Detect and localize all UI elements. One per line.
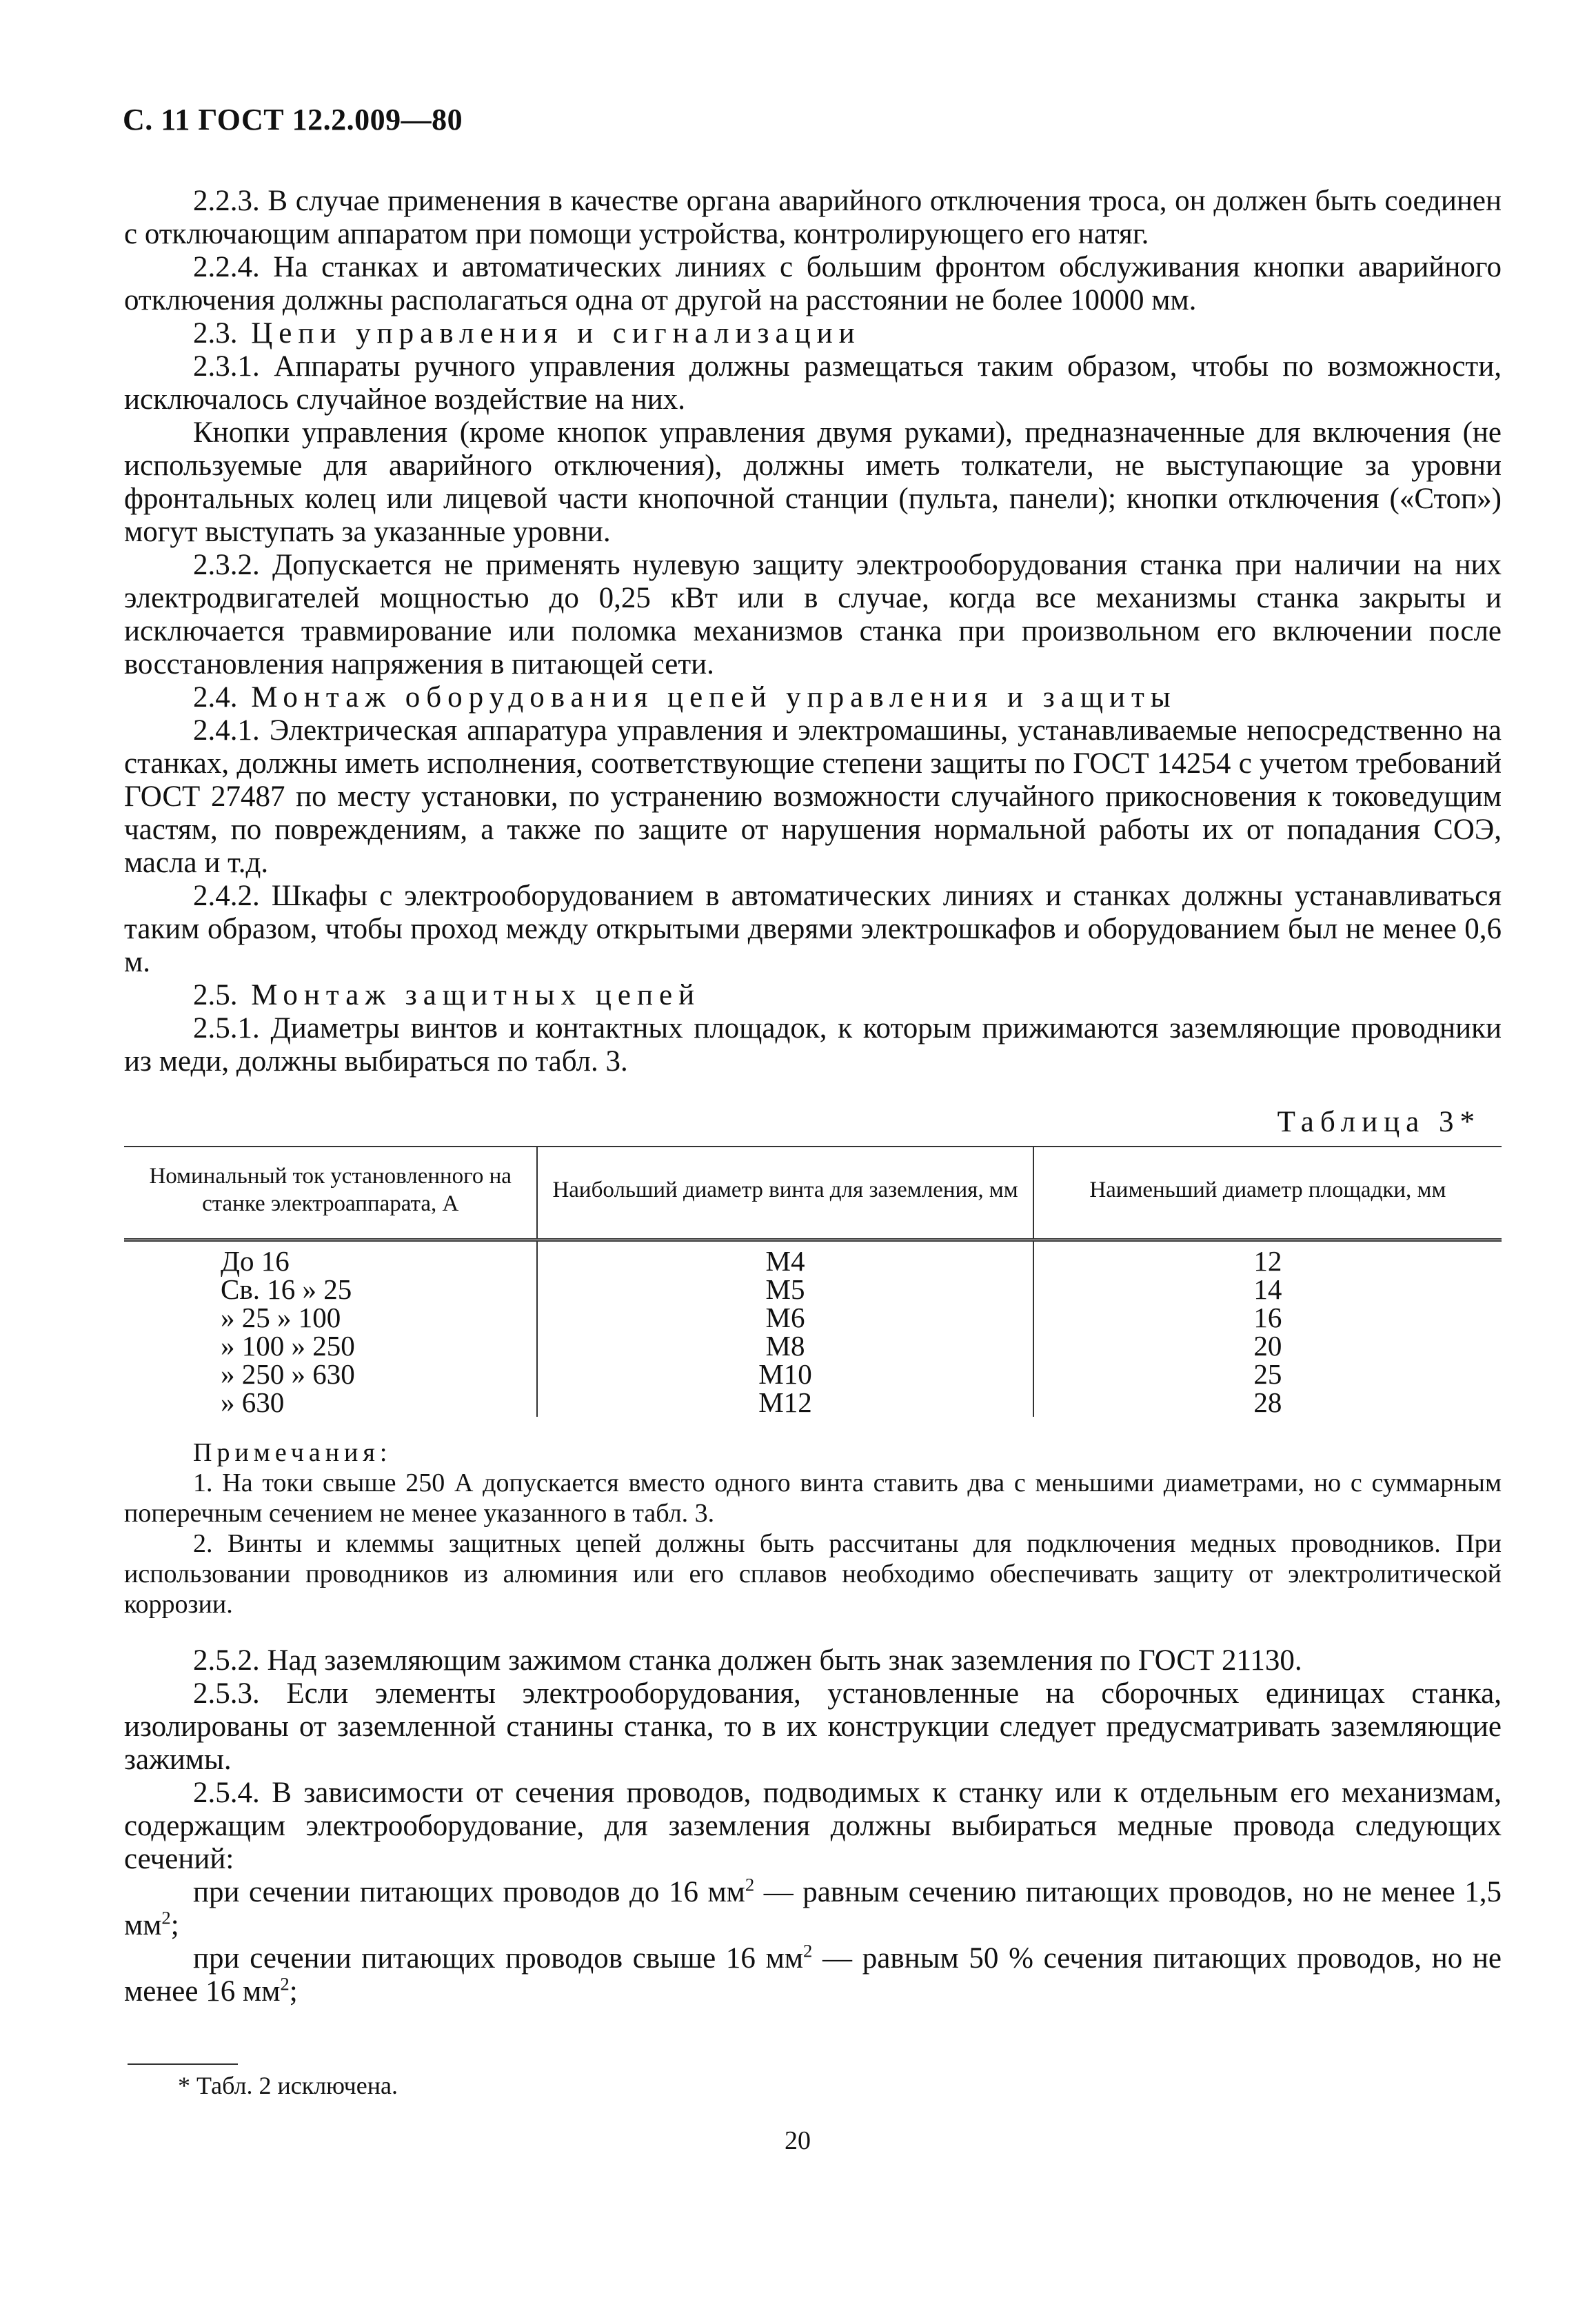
- table-cell: 16: [1033, 1304, 1502, 1332]
- section-heading: 2.3. Цепи управления и сигнализации: [193, 317, 861, 350]
- footnote-divider: [128, 2063, 238, 2065]
- table-header-row: [124, 1147, 1502, 1240]
- paragraph: 2.5.1. Диаметры винтов и контактных площадок, к которым прижимаются заземляющие проводники из меди, должны выбираться по табл. 3.: [124, 1012, 1502, 1078]
- spacer: [124, 1619, 1502, 1644]
- paragraph: 2.4.2. Шкафы с электрооборудованием в автоматических линиях и станках должны устанавливаться таким образом, чтобы проход между открытыми дверями электрошкафов и оборудованием был не менее 0,6 м.: [124, 880, 1502, 978]
- table-row: [124, 1275, 1502, 1304]
- paragraph: 2.5.2. Над заземляющим зажимом станка должен быть знак заземления по ГОСТ 21130.: [193, 1644, 1302, 1677]
- section-title: Монтаж защитных цепей: [251, 979, 701, 1011]
- paragraph: 2.2.3. В случае применения в качестве органа аварийного отключения троса, он должен быть соединен с отключающим аппаратом при помощи устройства, контролирующего его натяг.: [124, 185, 1502, 250]
- table-cell: М8: [537, 1332, 1033, 1360]
- note-item: 1. На токи свыше 250 А допускается вместо одного винта ставить два с меньшими диаметрами, но с суммарным поперечным сечением не менее указанного в табл. 3.: [124, 1468, 1502, 1528]
- table-cell: До 16: [221, 1245, 290, 1277]
- paragraph: 2.4.1. Электрическая аппаратура управления и электромашины, устанавливаемые непосредственно на станках, должны иметь исполнения, соответствующие степени защиты по ГОСТ 14254 с учетом требований ГОСТ 27487 по месту установки, по устранению возможности случайного прикосновения к токоведущим частям, по повреждениям, а также по защите от нарушения нормальной работы их от попадания СОЭ, масла и т.д.: [124, 714, 1502, 879]
- table-cell: 28: [1033, 1389, 1502, 1417]
- table-cell: М6: [537, 1304, 1033, 1332]
- paragraph: 2.5.3. Если элементы электрооборудования, установленные на сборочных единицах станка, изолированы от заземленной станины станка, то в их конструкции следует предусматривать заземляющие зажимы.: [124, 1677, 1502, 1776]
- table-notes: [124, 1437, 1502, 1619]
- table-cell: М4: [537, 1240, 1033, 1276]
- table-row: [124, 1360, 1502, 1389]
- list-item: при сечении питающих проводов до 16 $мм^2$ — равным сечению питающих проводов, но не менее 1,5 $мм^2$;: [124, 1874, 1502, 1941]
- notes-title: Примечания:: [193, 1438, 392, 1467]
- table-cell: » 250 » 630: [221, 1358, 355, 1390]
- footnote: * Табл. 2 исключена.: [178, 2072, 398, 2099]
- paragraph: 2.3.2. Допускается не применять нулевую защиту электрооборудования станка при наличии на них электродвигателей мощностью до 0,25 кВт или в случае, когда все механизмы станка закрыты и исключается травмирование или поломка механизмов станка при произвольном его включении после восстановления напряжения в питающей сети.: [124, 549, 1502, 680]
- paragraph: 2.2.4. На станках и автоматических линиях с большим фронтом обслуживания кнопки аварийного отключения должны располагаться одна от другой на расстоянии не более 10000 мм.: [124, 251, 1502, 316]
- table-cell: М5: [537, 1275, 1033, 1304]
- table-3: [124, 1146, 1502, 1417]
- table-cell: 14: [1033, 1275, 1502, 1304]
- section-heading: 2.4. Монтаж оборудования цепей управления и защиты: [193, 681, 1177, 714]
- section-title: Монтаж оборудования цепей управления и защиты: [251, 681, 1177, 714]
- paragraph: 2.3.1. Аппараты ручного управления должны размещаться таким образом, чтобы по возможности, исключалось случайное воздействие на них.: [124, 350, 1502, 416]
- page-header: С. 11 ГОСТ 12.2.009—80: [123, 103, 463, 137]
- column-header: Наибольший диаметр винта для заземления, мм: [537, 1147, 1033, 1240]
- section-heading: 2.5. Монтаж защитных цепей: [193, 979, 701, 1011]
- body-text: [124, 185, 1502, 2008]
- table-cell: 25: [1033, 1360, 1502, 1389]
- table-cell: » 100 » 250: [221, 1330, 355, 1362]
- table-row: [124, 1240, 1502, 1276]
- table-row: [124, 1389, 1502, 1417]
- table-cell: М10: [537, 1360, 1033, 1389]
- paragraph: 2.5.4. В зависимости от сечения проводов, подводимых к станку или к отдельным его механизмам, содержащим электрооборудование, для заземления должны выбираться медные провода следующих сечений:: [124, 1777, 1502, 1875]
- table-cell: 12: [1033, 1240, 1502, 1276]
- page-number: 20: [785, 2126, 811, 2155]
- column-header: Наименьший диаметр площадки, мм: [1033, 1147, 1502, 1240]
- note-item: 2. Винты и клеммы защитных цепей должны быть рассчитаны для подключения медных проводников. При использовании проводников из алюминия или его сплавов необходимо обеспечивать защиту от электролитической коррозии.: [124, 1529, 1502, 1619]
- section-title: Цепи управления и сигнализации: [251, 317, 861, 350]
- table-cell: » 25 » 100: [221, 1302, 341, 1333]
- table-cell: М12: [537, 1389, 1033, 1417]
- table-row: [124, 1304, 1502, 1332]
- table-cell: » 630: [221, 1386, 285, 1418]
- table-cell: 20: [1033, 1332, 1502, 1360]
- table-title: Таблица 3*: [1277, 1106, 1481, 1138]
- list-item: при сечении питающих проводов свыше 16 $мм^2$ — равным 50 % сечения питающих проводов, но не менее 16 $мм^2$;: [124, 1940, 1502, 2008]
- paragraph: Кнопки управления (кроме кнопок управления двумя руками), предназначенные для включения (не используемые для аварийного отключения), должны иметь толкатели, не выступающие за уровни фронтальных колец или лицевой части кнопочной станции (пульта, панели); кнопки отключения («Стоп») могут выступать за указанные уровни.: [124, 416, 1502, 548]
- column-header: Номинальный ток установленного на станке электроаппарата, А: [124, 1147, 537, 1240]
- table-row: [124, 1332, 1502, 1360]
- table-cell: Св. 16 » 25: [221, 1273, 352, 1305]
